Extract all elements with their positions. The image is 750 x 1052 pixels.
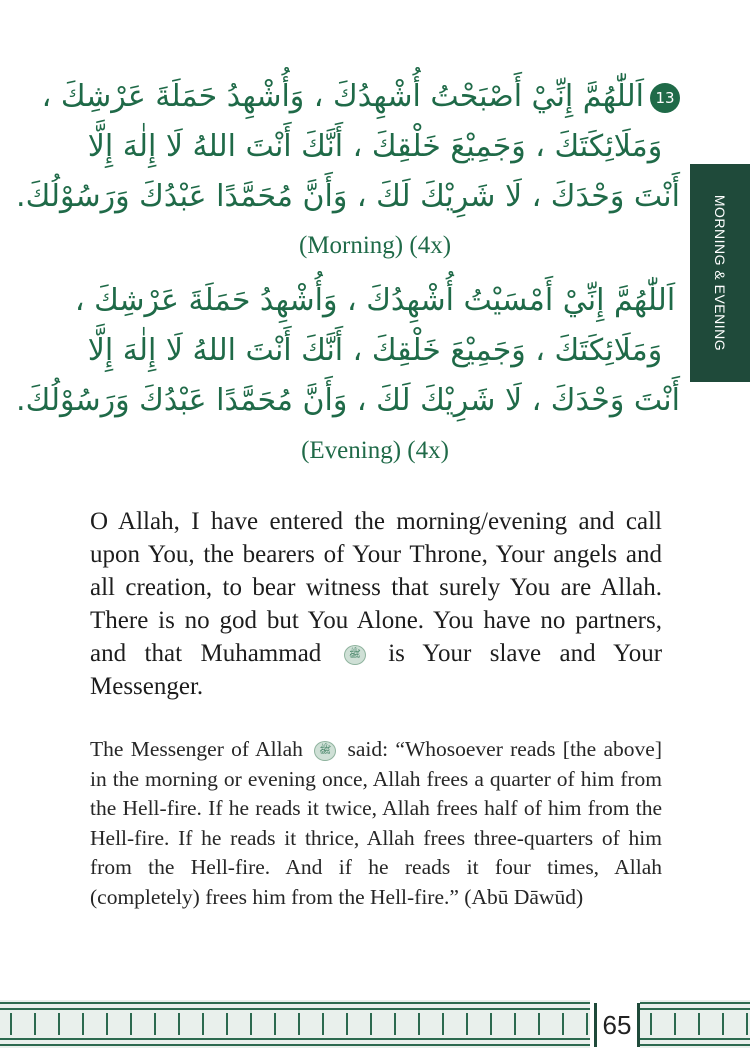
peace-be-upon-him-icon: ﷺ	[344, 645, 366, 665]
hadith-text: said: “Whosoever reads [the above] in the morning or evening once, Allah frees a quarter of him from the Hell-fire. If he reads it twice, Allah frees half of him from the Hell-fire. If he reads it thrice, Allah frees three-quarters of him from the Hell-fire. And if he reads it four times, Allah (completely) frees him from the Hell-fire.” (Abū Dāwūd)	[90, 737, 663, 909]
peace-be-upon-him-icon: ﷺ	[314, 741, 336, 761]
dua-number-badge: 13	[650, 83, 680, 113]
arabic-line: وَمَلَائِكَتَكَ ، وَجَمِيْعَ خَلْقِكَ ، أَنَّكَ أَنْتَ اللهُ لَا إِلٰهَ إِلَّا	[87, 129, 663, 164]
arabic-line: أَنْتَ وَحْدَكَ ، لَا شَرِيْكَ لَكَ ، وَأَنَّ مُحَمَّدًا عَبْدُكَ وَرَسُوْلُكَ.	[16, 179, 680, 214]
arabic-line: وَمَلَائِكَتَكَ ، وَجَمِيْعَ خَلْقِكَ ، أَنَّكَ أَنْتَ اللهُ لَا إِلٰهَ إِلَّا	[87, 333, 663, 368]
footer-ornament-left	[0, 1000, 590, 1048]
footer-ornament-right	[640, 1000, 750, 1048]
arabic-evening-dua	[16, 276, 680, 426]
arabic-line-text: اَللّٰهُمَّ إِنِّيْ أَصْبَحْتُ أُشْهِدُكَ ، وَأُشْهِدُ حَمَلَةَ عَرْشِكَ ،	[41, 79, 644, 114]
translation-text: O Allah, I have entered the morning/evening and call upon You, the bearers of Your Throne, Your angels and all creation, to bear witness that surely You are Allah. There is no god but You Alone. You have no partners, and that Muhammad	[90, 508, 662, 667]
chapter-side-tab	[690, 164, 750, 382]
evening-label: (Evening) (4x)	[301, 437, 449, 464]
arabic-line	[41, 72, 680, 122]
arabic-line: أَنْتَ وَحْدَكَ ، لَا شَرِيْكَ لَكَ ، وَأَنَّ مُحَمَّدًا عَبْدُكَ وَرَسُوْلُكَ.	[16, 383, 680, 418]
page-number: 65	[594, 1003, 640, 1047]
translation-paragraph	[90, 505, 662, 703]
hadith-paragraph	[90, 735, 662, 913]
translation-text-end: is Your slave and Your Messenger.	[90, 640, 663, 700]
chapter-tab-label: MORNING & EVENING	[712, 194, 728, 352]
arabic-morning-dua	[16, 72, 680, 222]
hadith-text-start: The Messenger of Allah	[90, 737, 303, 761]
morning-label: (Morning) (4x)	[298, 232, 452, 259]
arabic-line: اَللّٰهُمَّ إِنِّيْ أَمْسَيْتُ أُشْهِدُكَ ، وَأُشْهِدُ حَمَلَةَ عَرْشِكَ ،	[74, 283, 676, 318]
